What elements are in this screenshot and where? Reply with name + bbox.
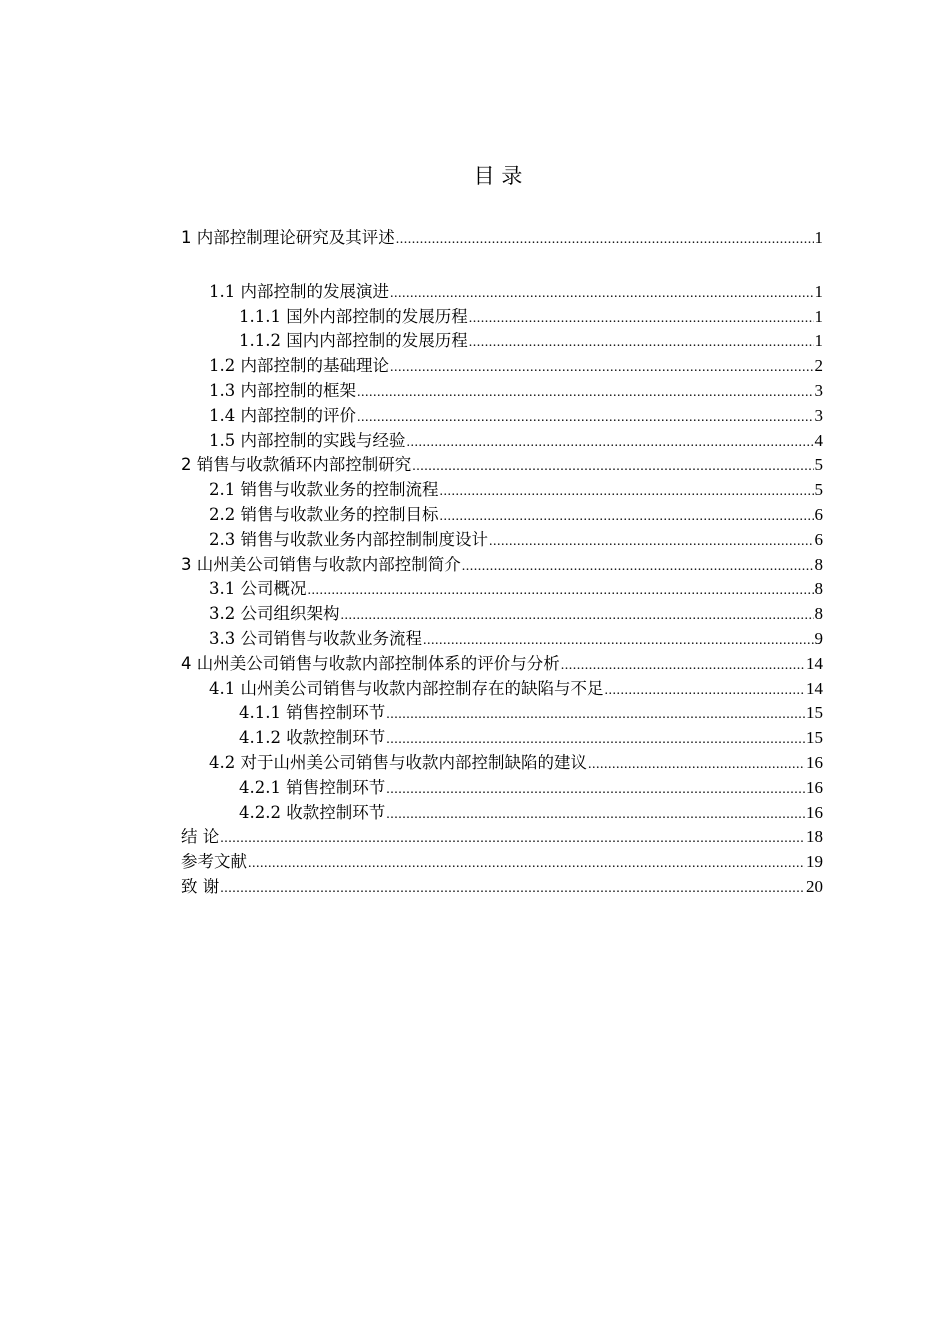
toc-entry[interactable]	[181, 453, 823, 478]
toc-page-number: 1	[814, 228, 823, 247]
toc-leader-dots	[357, 406, 814, 431]
toc-page-number: 6	[814, 529, 823, 549]
toc-leader-dots	[440, 505, 814, 530]
toc-leader-dots	[469, 331, 814, 356]
toc-entry[interactable]	[181, 354, 823, 379]
toc-leader-dots	[248, 852, 805, 877]
toc-entry-label: 1.1.1 国外内部控制的发展历程	[239, 306, 468, 326]
toc-entry-label: 1.2 内部控制的基础理论	[209, 356, 389, 376]
toc-page-number: 8	[814, 604, 823, 624]
toc-entry[interactable]	[181, 429, 823, 454]
toc-leader-dots	[386, 703, 805, 728]
toc-entry[interactable]	[181, 577, 823, 602]
toc-entry[interactable]	[181, 602, 823, 627]
toc-entry-label: 4 山州美公司销售与收款内部控制体系的评价与分析	[181, 653, 560, 673]
toc-entry-label: 1.3 内部控制的框架	[209, 380, 356, 400]
toc-leader-dots	[341, 604, 814, 629]
toc-entry-label: 3.3 公司销售与收款业务流程	[209, 628, 422, 648]
toc-entry-label: 1.1 内部控制的发展演进	[209, 281, 389, 301]
toc-entry[interactable]	[181, 226, 823, 251]
toc-entry[interactable]	[181, 850, 823, 875]
toc-entry[interactable]	[181, 726, 823, 751]
toc-entry[interactable]	[181, 652, 823, 677]
toc-page-number: 19	[806, 852, 823, 872]
toc-entry[interactable]	[181, 627, 823, 652]
toc-entry-label: 3 山州美公司销售与收款内部控制简介	[181, 554, 461, 574]
table-of-contents	[181, 226, 823, 900]
toc-entry-label: 4.1 山州美公司销售与收款内部控制存在的缺陷与不足	[209, 678, 604, 698]
toc-entry-label: 1 内部控制理论研究及其评述	[181, 228, 395, 247]
toc-leader-dots	[462, 555, 814, 580]
toc-entry[interactable]	[181, 329, 823, 354]
toc-leader-dots	[412, 455, 813, 480]
toc-entry[interactable]	[181, 528, 823, 553]
toc-leader-dots	[220, 827, 805, 852]
toc-page-number: 6	[814, 504, 823, 524]
toc-page-number: 16	[806, 802, 823, 822]
toc-entry-label: 2 销售与收款循环内部控制研究	[181, 455, 412, 475]
toc-page-number: 20	[806, 876, 823, 896]
toc-page-number: 15	[806, 703, 823, 723]
toc-leader-dots	[588, 753, 805, 778]
toc-entry-label: 4.1.1 销售控制环节	[239, 703, 386, 723]
toc-entry[interactable]	[181, 701, 823, 726]
toc-entry[interactable]	[181, 379, 823, 404]
toc-page-number: 1	[814, 306, 823, 326]
toc-page-number: 8	[814, 579, 823, 599]
toc-entry-label: 参考文献	[181, 852, 247, 872]
toc-leader-dots	[357, 381, 814, 406]
toc-entry-label: 4.1.2 收款控制环节	[239, 728, 386, 748]
toc-entry-label: 3.1 公司概况	[209, 579, 307, 599]
toc-page-number: 1	[814, 281, 823, 301]
toc-entry[interactable]	[181, 503, 823, 528]
toc-leader-dots	[386, 803, 805, 828]
toc-entry[interactable]	[181, 875, 823, 900]
toc-entry-label: 4.2.1 销售控制环节	[239, 777, 386, 797]
toc-page-number: 1	[814, 331, 823, 351]
toc-page-number: 15	[806, 728, 823, 748]
toc-page-number: 3	[814, 380, 823, 400]
toc-title: 目 录	[473, 164, 523, 188]
toc-page-number: 2	[814, 356, 823, 376]
toc-leader-dots	[308, 579, 814, 604]
toc-leader-dots	[561, 654, 805, 679]
toc-page-number: 5	[814, 480, 823, 500]
toc-entry[interactable]	[181, 751, 823, 776]
toc-leader-dots	[220, 877, 805, 902]
toc-entry[interactable]	[181, 776, 823, 801]
toc-leader-dots	[423, 629, 814, 654]
toc-page-number: 16	[806, 752, 823, 772]
toc-entry-label: 2.1 销售与收款业务的控制流程	[209, 480, 439, 500]
toc-page-number: 9	[814, 628, 823, 648]
toc-entry[interactable]	[181, 677, 823, 702]
toc-entry[interactable]	[181, 553, 823, 578]
toc-entry[interactable]	[181, 825, 823, 850]
toc-entry-label: 4.2 对于山州美公司销售与收款内部控制缺陷的建议	[209, 752, 587, 772]
toc-entry-label: 1.1.2 国内内部控制的发展历程	[239, 331, 468, 351]
toc-entry-label: 4.2.2 收款控制环节	[239, 802, 386, 822]
toc-entry[interactable]	[181, 404, 823, 429]
toc-page-number: 14	[806, 653, 823, 673]
toc-entry[interactable]	[181, 280, 823, 305]
toc-page-number: 14	[806, 678, 823, 698]
toc-entry-label: 致 谢	[181, 876, 220, 896]
toc-entry-label: 结 论	[181, 827, 220, 847]
toc-entry-label: 2.3 销售与收款业务内部控制制度设计	[209, 529, 488, 549]
toc-entry-label: 1.5 内部控制的实践与经验	[209, 430, 406, 450]
toc-leader-dots	[440, 480, 814, 505]
toc-page-number: 4	[814, 430, 823, 450]
toc-leader-dots	[390, 282, 814, 307]
toc-entry[interactable]	[181, 801, 823, 826]
toc-page-number: 16	[806, 777, 823, 797]
toc-entry[interactable]	[181, 305, 823, 330]
toc-leader-dots	[407, 431, 814, 456]
toc-entry[interactable]	[181, 478, 823, 503]
toc-page-number: 18	[806, 827, 823, 847]
toc-page-number: 3	[814, 405, 823, 425]
toc-page-number: 5	[814, 455, 823, 475]
toc-leader-dots	[386, 778, 805, 803]
toc-page-number: 8	[814, 554, 823, 574]
toc-leader-dots	[489, 530, 814, 555]
toc-entry-label: 1.4 内部控制的评价	[209, 405, 356, 425]
toc-leader-dots	[396, 228, 814, 253]
toc-leader-dots	[605, 679, 806, 704]
toc-leader-dots	[390, 356, 814, 381]
toc-leader-dots	[386, 728, 805, 753]
toc-entry-label: 2.2 销售与收款业务的控制目标	[209, 504, 439, 524]
toc-leader-dots	[469, 307, 814, 332]
toc-entry-label: 3.2 公司组织架构	[209, 604, 340, 624]
